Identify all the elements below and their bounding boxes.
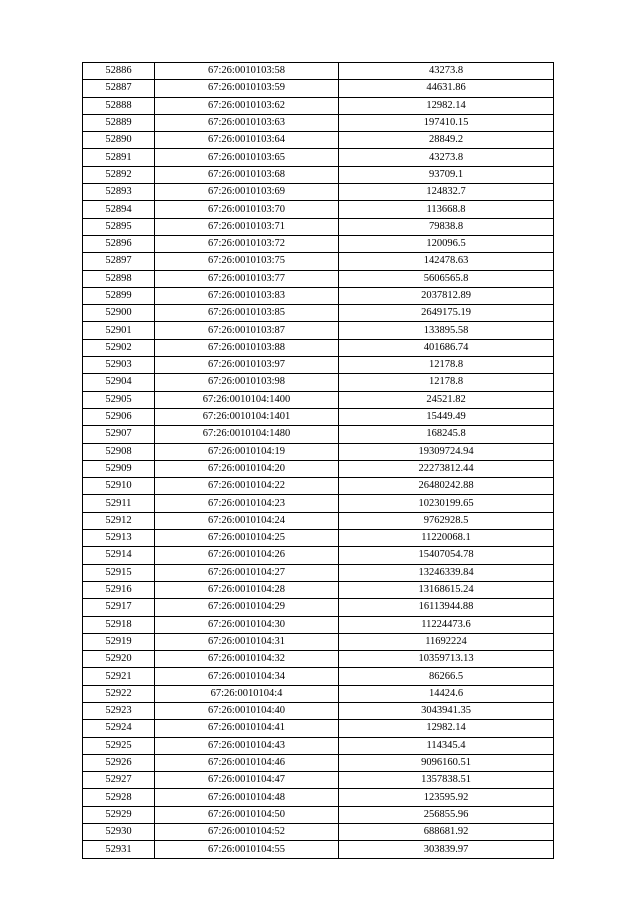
table-row — [83, 633, 554, 650]
cadastral-number-cell: 67:26:0010104:28 — [155, 581, 339, 598]
row-number-cell: 52916 — [83, 581, 155, 598]
cadastral-number-cell: 67:26:0010103:69 — [155, 184, 339, 201]
table-row — [83, 668, 554, 685]
value-cell: 1357838.51 — [339, 772, 554, 789]
table-row — [83, 789, 554, 806]
table-row — [83, 357, 554, 374]
row-number-cell: 52899 — [83, 287, 155, 304]
value-cell: 43273.8 — [339, 63, 554, 80]
table-row — [83, 339, 554, 356]
value-cell: 11224473.6 — [339, 616, 554, 633]
value-cell: 114345.4 — [339, 737, 554, 754]
value-cell: 2037812.89 — [339, 287, 554, 304]
value-cell: 26480242.88 — [339, 478, 554, 495]
row-number-cell: 52904 — [83, 374, 155, 391]
row-number-cell: 52900 — [83, 305, 155, 322]
row-number-cell: 52902 — [83, 339, 155, 356]
cadastral-number-cell: 67:26:0010104:1401 — [155, 408, 339, 425]
value-cell: 113668.8 — [339, 201, 554, 218]
row-number-cell: 52919 — [83, 633, 155, 650]
value-cell: 3043941.35 — [339, 702, 554, 719]
cadastral-number-cell: 67:26:0010103:65 — [155, 149, 339, 166]
cadastral-number-cell: 67:26:0010103:58 — [155, 63, 339, 80]
row-number-cell: 52908 — [83, 443, 155, 460]
row-number-cell: 52909 — [83, 460, 155, 477]
table-row — [83, 530, 554, 547]
value-cell: 256855.96 — [339, 806, 554, 823]
value-cell: 13168615.24 — [339, 581, 554, 598]
table-body — [83, 63, 554, 859]
cadastral-number-cell: 67:26:0010104:25 — [155, 530, 339, 547]
table-row — [83, 253, 554, 270]
cadastral-number-cell: 67:26:0010103:97 — [155, 357, 339, 374]
cadastral-number-cell: 67:26:0010104:43 — [155, 737, 339, 754]
value-cell: 120096.5 — [339, 235, 554, 252]
value-cell: 19309724.94 — [339, 443, 554, 460]
table-row — [83, 702, 554, 719]
table-row — [83, 772, 554, 789]
table-row — [83, 564, 554, 581]
table-row — [83, 218, 554, 235]
cadastral-number-cell: 67:26:0010103:62 — [155, 97, 339, 114]
cadastral-number-cell: 67:26:0010104:1480 — [155, 426, 339, 443]
value-cell: 15407054.78 — [339, 547, 554, 564]
table-row — [83, 547, 554, 564]
value-cell: 401686.74 — [339, 339, 554, 356]
table-row — [83, 443, 554, 460]
row-number-cell: 52926 — [83, 754, 155, 771]
cadastral-number-cell: 67:26:0010104:23 — [155, 495, 339, 512]
row-number-cell: 52907 — [83, 426, 155, 443]
row-number-cell: 52911 — [83, 495, 155, 512]
row-number-cell: 52922 — [83, 685, 155, 702]
value-cell: 12178.8 — [339, 374, 554, 391]
row-number-cell: 52894 — [83, 201, 155, 218]
cadastral-number-cell: 67:26:0010103:72 — [155, 235, 339, 252]
cadastral-number-cell: 67:26:0010104:1400 — [155, 391, 339, 408]
value-cell: 123595.92 — [339, 789, 554, 806]
cadastral-number-cell: 67:26:0010103:64 — [155, 132, 339, 149]
cadastral-number-cell: 67:26:0010104:34 — [155, 668, 339, 685]
row-number-cell: 52892 — [83, 166, 155, 183]
value-cell: 12982.14 — [339, 97, 554, 114]
value-cell: 10359713.13 — [339, 651, 554, 668]
cadastral-number-cell: 67:26:0010104:32 — [155, 651, 339, 668]
row-number-cell: 52929 — [83, 806, 155, 823]
row-number-cell: 52915 — [83, 564, 155, 581]
value-cell: 2649175.19 — [339, 305, 554, 322]
table-row — [83, 166, 554, 183]
row-number-cell: 52918 — [83, 616, 155, 633]
row-number-cell: 52895 — [83, 218, 155, 235]
row-number-cell: 52924 — [83, 720, 155, 737]
table-row — [83, 391, 554, 408]
row-number-cell: 52893 — [83, 184, 155, 201]
cadastral-number-cell: 67:26:0010103:88 — [155, 339, 339, 356]
value-cell: 14424.6 — [339, 685, 554, 702]
value-cell: 11692224 — [339, 633, 554, 650]
table-row — [83, 132, 554, 149]
row-number-cell: 52917 — [83, 599, 155, 616]
cadastral-number-cell: 67:26:0010104:24 — [155, 512, 339, 529]
table-row — [83, 374, 554, 391]
table-row — [83, 114, 554, 131]
table-row — [83, 235, 554, 252]
cadastral-number-cell: 67:26:0010104:46 — [155, 754, 339, 771]
row-number-cell: 52897 — [83, 253, 155, 270]
value-cell: 11220068.1 — [339, 530, 554, 547]
cadastral-number-cell: 67:26:0010104:41 — [155, 720, 339, 737]
table-row — [83, 806, 554, 823]
value-cell: 10230199.65 — [339, 495, 554, 512]
table-row — [83, 149, 554, 166]
value-cell: 303839.97 — [339, 841, 554, 858]
table-row — [83, 841, 554, 858]
table-row — [83, 685, 554, 702]
value-cell: 28849.2 — [339, 132, 554, 149]
value-cell: 688681.92 — [339, 824, 554, 841]
table-row — [83, 460, 554, 477]
cadastral-number-cell: 67:26:0010103:70 — [155, 201, 339, 218]
row-number-cell: 52928 — [83, 789, 155, 806]
row-number-cell: 52931 — [83, 841, 155, 858]
row-number-cell: 52886 — [83, 63, 155, 80]
cadastral-number-cell: 67:26:0010103:87 — [155, 322, 339, 339]
table-row — [83, 287, 554, 304]
table-row — [83, 599, 554, 616]
table-row — [83, 512, 554, 529]
row-number-cell: 52920 — [83, 651, 155, 668]
cadastral-number-cell: 67:26:0010104:26 — [155, 547, 339, 564]
row-number-cell: 52906 — [83, 408, 155, 425]
row-number-cell: 52887 — [83, 80, 155, 97]
row-number-cell: 52913 — [83, 530, 155, 547]
row-number-cell: 52889 — [83, 114, 155, 131]
value-cell: 12982.14 — [339, 720, 554, 737]
cadastral-number-cell: 67:26:0010103:85 — [155, 305, 339, 322]
table-row — [83, 63, 554, 80]
value-cell: 24521.82 — [339, 391, 554, 408]
value-cell: 44631.86 — [339, 80, 554, 97]
row-number-cell: 52921 — [83, 668, 155, 685]
value-cell: 142478.63 — [339, 253, 554, 270]
table-row — [83, 322, 554, 339]
table-row — [83, 824, 554, 841]
cadastral-number-cell: 67:26:0010103:63 — [155, 114, 339, 131]
value-cell: 197410.15 — [339, 114, 554, 131]
cadastral-number-cell: 67:26:0010104:30 — [155, 616, 339, 633]
table-row — [83, 720, 554, 737]
cadastral-number-cell: 67:26:0010104:31 — [155, 633, 339, 650]
row-number-cell: 52888 — [83, 97, 155, 114]
table-row — [83, 478, 554, 495]
table-row — [83, 80, 554, 97]
cadastral-number-cell: 67:26:0010104:50 — [155, 806, 339, 823]
table-row — [83, 408, 554, 425]
value-cell: 22273812.44 — [339, 460, 554, 477]
value-cell: 124832.7 — [339, 184, 554, 201]
table-row — [83, 201, 554, 218]
data-table — [82, 62, 554, 859]
row-number-cell: 52891 — [83, 149, 155, 166]
row-number-cell: 52930 — [83, 824, 155, 841]
value-cell: 43273.8 — [339, 149, 554, 166]
row-number-cell: 52912 — [83, 512, 155, 529]
value-cell: 79838.8 — [339, 218, 554, 235]
row-number-cell: 52898 — [83, 270, 155, 287]
row-number-cell: 52901 — [83, 322, 155, 339]
row-number-cell: 52925 — [83, 737, 155, 754]
value-cell: 9762928.5 — [339, 512, 554, 529]
table-row — [83, 305, 554, 322]
value-cell: 9096160.51 — [339, 754, 554, 771]
cadastral-number-cell: 67:26:0010104:47 — [155, 772, 339, 789]
value-cell: 86266.5 — [339, 668, 554, 685]
cadastral-number-cell: 67:26:0010104:27 — [155, 564, 339, 581]
row-number-cell: 52923 — [83, 702, 155, 719]
table-row — [83, 184, 554, 201]
value-cell: 168245.8 — [339, 426, 554, 443]
row-number-cell: 52903 — [83, 357, 155, 374]
row-number-cell: 52896 — [83, 235, 155, 252]
cadastral-number-cell: 67:26:0010104:19 — [155, 443, 339, 460]
table-row — [83, 97, 554, 114]
table-row — [83, 426, 554, 443]
value-cell: 93709.1 — [339, 166, 554, 183]
row-number-cell: 52890 — [83, 132, 155, 149]
value-cell: 13246339.84 — [339, 564, 554, 581]
value-cell: 133895.58 — [339, 322, 554, 339]
table-row — [83, 270, 554, 287]
cadastral-number-cell: 67:26:0010104:48 — [155, 789, 339, 806]
cadastral-number-cell: 67:26:0010103:83 — [155, 287, 339, 304]
row-number-cell: 52914 — [83, 547, 155, 564]
table-row — [83, 737, 554, 754]
cadastral-number-cell: 67:26:0010104:20 — [155, 460, 339, 477]
table-row — [83, 651, 554, 668]
cadastral-number-cell: 67:26:0010103:68 — [155, 166, 339, 183]
cadastral-number-cell: 67:26:0010104:40 — [155, 702, 339, 719]
table-row — [83, 581, 554, 598]
value-cell: 15449.49 — [339, 408, 554, 425]
value-cell: 12178.8 — [339, 357, 554, 374]
table-row — [83, 754, 554, 771]
value-cell: 16113944.88 — [339, 599, 554, 616]
row-number-cell: 52905 — [83, 391, 155, 408]
cadastral-number-cell: 67:26:0010104:22 — [155, 478, 339, 495]
row-number-cell: 52910 — [83, 478, 155, 495]
row-number-cell: 52927 — [83, 772, 155, 789]
cadastral-number-cell: 67:26:0010103:98 — [155, 374, 339, 391]
cadastral-number-cell: 67:26:0010103:77 — [155, 270, 339, 287]
cadastral-number-cell: 67:26:0010104:52 — [155, 824, 339, 841]
cadastral-number-cell: 67:26:0010104:4 — [155, 685, 339, 702]
value-cell: 5606565.8 — [339, 270, 554, 287]
cadastral-number-cell: 67:26:0010104:29 — [155, 599, 339, 616]
cadastral-number-cell: 67:26:0010104:55 — [155, 841, 339, 858]
table-row — [83, 616, 554, 633]
cadastral-number-cell: 67:26:0010103:71 — [155, 218, 339, 235]
table-row — [83, 495, 554, 512]
cadastral-number-cell: 67:26:0010103:59 — [155, 80, 339, 97]
cadastral-number-cell: 67:26:0010103:75 — [155, 253, 339, 270]
